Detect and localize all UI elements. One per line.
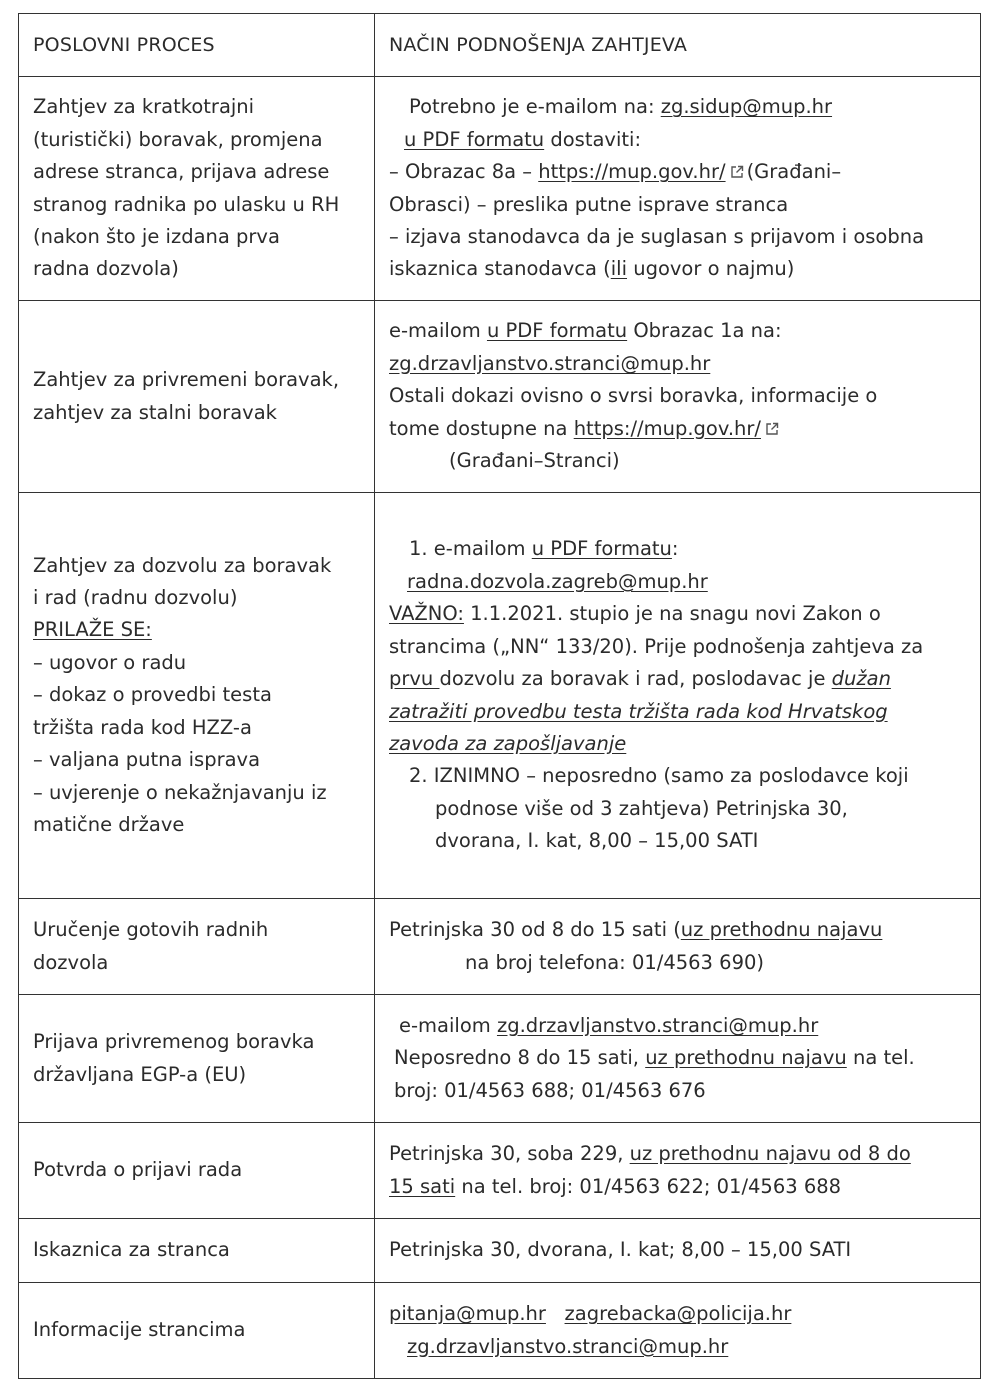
text: (Građani– [746, 160, 842, 184]
submission-cell: Petrinjska 30, dvorana, I. kat; 8,00 – 15,00 SATI [375, 1219, 981, 1283]
submission-line: podnose više od 3 zahtjeva) Petrinjska 30, [435, 796, 848, 820]
submission-line [389, 315, 966, 347]
text: na tel. broj: 01/4563 622; 01/4563 688 [455, 1174, 842, 1198]
submission-line [389, 1010, 966, 1042]
process-text: tržišta rada kod HZZ-a [33, 715, 252, 739]
pdf-format-link[interactable]: u PDF formatu [486, 319, 628, 343]
submission-line: dvorana, I. kat, 8,00 – 15,00 SATI [435, 829, 759, 853]
text: – Obrazac 8a – [389, 160, 539, 184]
submission-cell [375, 1283, 981, 1379]
process-cell: Iskaznica za stranca [19, 1219, 375, 1283]
text: Neposredno 8 do 15 sati, [394, 1046, 646, 1070]
process-cell [19, 493, 375, 899]
pdf-format-link[interactable]: u PDF formatu [531, 537, 672, 561]
email-link[interactable]: zg.sidup@mup.hr [660, 95, 833, 119]
text: iskaznica stanodavca ( [389, 257, 611, 281]
process-text: matične države [33, 812, 185, 836]
external-link-icon [730, 165, 744, 179]
table-row [19, 1123, 981, 1219]
process-cell [19, 77, 375, 301]
prior-notice-text: uz prethodnu najavu od 8 do [629, 1142, 911, 1166]
email-link[interactable]: zg.drzavljanstvo.stranci@mup.hr [389, 351, 711, 375]
process-text: radna dozvola) [33, 257, 179, 281]
email-link[interactable]: radna.dozvola.zagreb@mup.hr [407, 569, 708, 593]
submission-line [389, 91, 966, 123]
text: 1. e-mailom [409, 537, 532, 561]
process-text: – uvjerenje o nekažnjavanju iz [33, 780, 327, 804]
obligation-text: zavoda za zapošljavanje [389, 731, 627, 755]
process-text: Prijava privremenog boravka [33, 1030, 315, 1054]
attachments-heading: PRILAŽE SE: [33, 618, 152, 642]
pdf-format-link[interactable]: u PDF formatu [404, 127, 545, 151]
email-link[interactable]: zagrebacka@policija.hr [564, 1302, 792, 1326]
process-text: – ugovor o radu [33, 650, 187, 674]
text: na tel. [846, 1046, 915, 1070]
text: Potrebno je e-mailom na: [409, 95, 661, 119]
prior-notice-text: uz prethodnu najavu [680, 918, 883, 942]
table-row [19, 995, 981, 1123]
submission-line: strancima („NN“ 133/20). Prije podnošenja zahtjeva za [389, 634, 924, 658]
table-row [19, 301, 981, 493]
header-process: POSLOVNI PROCES [19, 14, 375, 77]
process-text: i rad (radnu dozvolu) [33, 586, 238, 610]
header-submission: NAČIN PODNOŠENJA ZAHTJEVA [375, 14, 981, 77]
submission-line [389, 1331, 966, 1363]
submission-cell [375, 995, 981, 1123]
process-text: stranog radnika po ulasku u RH [33, 192, 340, 216]
process-text: Zahtjev za kratkotrajni [33, 95, 255, 119]
email-link[interactable]: pitanja@mup.hr [389, 1302, 546, 1326]
process-cell [19, 899, 375, 995]
submission-line [389, 914, 966, 946]
text: dostaviti: [544, 127, 642, 151]
prior-notice-text: 15 sati [389, 1174, 456, 1198]
submission-line: na broj telefona: 01/4563 690) [465, 950, 764, 974]
text: tome dostupne na [389, 416, 574, 440]
prior-notice-text: uz prethodnu najavu [645, 1046, 847, 1070]
submission-line [389, 728, 966, 760]
text: ugovor o najmu) [627, 257, 795, 281]
submission-cell [375, 493, 981, 899]
or-link[interactable]: ili [610, 257, 628, 281]
first-permit-text: prvu [389, 667, 440, 691]
text: Petrinjska 30 od 8 do 15 sati ( [389, 918, 681, 942]
text: 1.1.2021. stupio je na snagu novi Zakon o [463, 602, 881, 626]
process-text: (nakon što je izdana prva [33, 224, 280, 248]
process-text: Uručenje gotovih radnih [33, 918, 269, 942]
submission-cell [375, 77, 981, 301]
submission-line [389, 253, 966, 285]
text: e-mailom [399, 1013, 497, 1037]
submission-line [389, 566, 966, 598]
submission-line [389, 533, 966, 565]
submission-line [389, 124, 966, 156]
obligation-text: dužan [831, 667, 891, 691]
process-text: – dokaz o provedbi testa [33, 683, 272, 707]
submission-line [389, 598, 966, 630]
text: : [671, 537, 679, 561]
mup-website-link[interactable]: https://mup.gov.hr/ [538, 160, 726, 184]
obligation-text: zatražiti provedbu testa tržišta rada kod Hrvatskog [389, 699, 888, 723]
text: e-mailom [389, 319, 487, 343]
submission-line [389, 413, 966, 445]
submission-line [389, 1042, 966, 1074]
mup-website-link[interactable]: https://mup.gov.hr/ [573, 416, 761, 440]
header-row [19, 14, 981, 77]
text: dozvolu za boravak i rad, poslodavac je [439, 667, 832, 691]
submission-cell [375, 1123, 981, 1219]
table-row [19, 899, 981, 995]
text: Obrazac 1a na: [627, 319, 782, 343]
table-row [19, 1219, 981, 1283]
submission-line [389, 696, 966, 728]
email-link[interactable]: zg.drzavljanstvo.stranci@mup.hr [496, 1013, 819, 1037]
submission-line [389, 156, 966, 188]
submission-line [389, 1138, 966, 1170]
text: Petrinjska 30, soba 229, [389, 1142, 630, 1166]
process-text: – valjana putna isprava [33, 748, 261, 772]
email-link[interactable]: zg.drzavljanstvo.stranci@mup.hr [407, 1334, 729, 1358]
submission-line: Ostali dokazi ovisno o svrsi boravka, informacije o [389, 384, 878, 408]
process-cell: Informacije strancima [19, 1283, 375, 1379]
info-table [18, 13, 981, 1379]
submission-line [389, 1298, 966, 1330]
submission-cell [375, 301, 981, 493]
submission-line [389, 348, 966, 380]
submission-cell [375, 899, 981, 995]
process-text: dozvola [33, 950, 109, 974]
submission-line: (Građani–Stranci) [449, 449, 620, 473]
process-text: Zahtjev za dozvolu za boravak [33, 553, 332, 577]
submission-line [389, 663, 966, 695]
important-label: VAŽNO: [389, 602, 464, 626]
submission-line [389, 1171, 966, 1203]
external-link-icon [765, 422, 779, 436]
process-cell [19, 301, 375, 493]
process-text: adrese stranca, prijava adrese [33, 160, 330, 184]
process-text: Zahtjev za privremeni boravak, [33, 368, 340, 392]
process-cell [19, 995, 375, 1123]
table-row [19, 493, 981, 899]
table-row [19, 1283, 981, 1379]
submission-line: 2. IZNIMNO – neposredno (samo za poslodavce koji [409, 764, 909, 788]
submission-line: broj: 01/4563 688; 01/4563 676 [394, 1078, 706, 1102]
table-row [19, 77, 981, 301]
process-text: državljana EGP-a (EU) [33, 1062, 247, 1086]
submission-line: – izjava stanodavca da je suglasan s prijavom i osobna [389, 224, 925, 248]
process-text: (turistički) boravak, promjena [33, 127, 323, 151]
process-cell: Potvrda o prijavi rada [19, 1123, 375, 1219]
submission-line: Obrasci) – preslika putne isprave stranca [389, 192, 789, 216]
process-text: zahtjev za stalni boravak [33, 400, 277, 424]
